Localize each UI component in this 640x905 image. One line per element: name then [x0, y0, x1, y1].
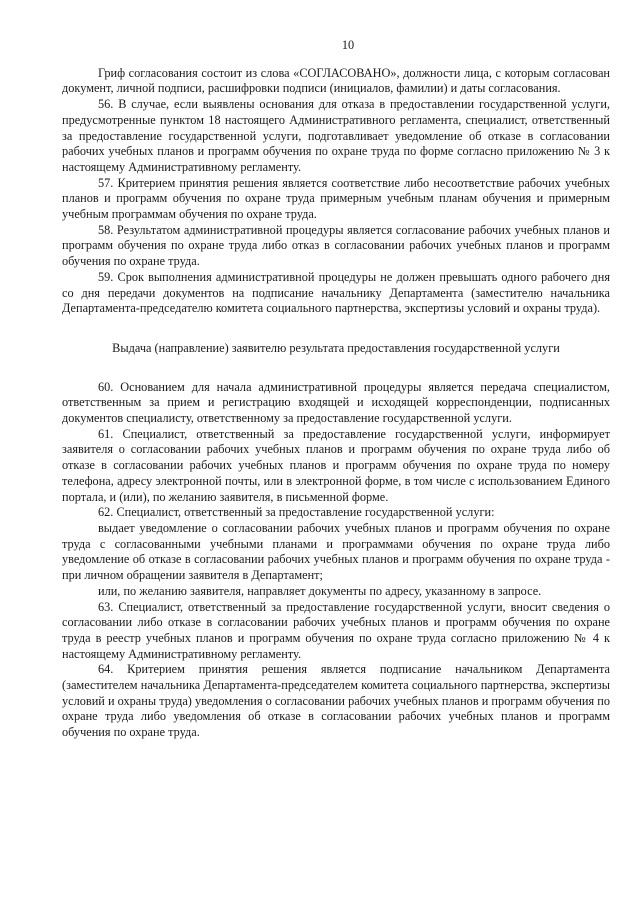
paragraph-64: 64. Критерием принятия решения является подписание начальником Департамента (заместителем начальника Департамента-председателем комитета социального партнерства, экспертизы условий и охраны труда) уведомления о согласовании рабочих учебных планов и программ обучения по охране труда либо уведомления об отказе в согласовании рабочих учебных планов и программ обучения по охране труда.: [62, 662, 610, 740]
paragraph-56: 56. В случае, если выявлены основания для отказа в предоставлении государственной услуги, предусмотренные пунктом 18 настоящего Административного регламента, специалист, ответственный за предоставление государственной услуги, подготавливает уведомление об отказе в согласовании рабочих учебных планов и программ обучения по охране труда по форме согласно приложению № 3 к настоящему Административному регламенту.: [62, 97, 610, 174]
paragraph-61: 61. Специалист, ответственный за предоставление государственной услуги, информирует заявителя о согласовании рабочих учебных планов и программ обучения по охране труда либо об отказе в согласовании рабочих учебных планов и программ обучения по охране труда по номеру телефона, адресу электронной почты, или в электронной форме, в том числе с использованием Единого портала, и (или), по желанию заявителя, в письменной форме.: [62, 426, 610, 504]
paragraph-58: 58. Результатом административной процедуры является согласование рабочих учебных планов и программ обучения по охране труда либо отказ в согласовании рабочих учебных планов и программ обучения по охране труда.: [62, 222, 610, 269]
page-number: 10: [341, 38, 355, 52]
paragraph-59: 59. Срок выполнения административной процедуры не должен превышать одного рабочего дня со дня передачи документов на подписание начальнику Департамента (заместителю начальника Департамента-председателю комитета социального партнерства, экспертизы условий и охраны труда).: [62, 269, 610, 316]
paragraph-62-item-send: или, по желанию заявителя, направляет документы по адресу, указанному в запросе.: [98, 583, 542, 598]
paragraphs-before: [62, 66, 610, 317]
paragraph-60: 60. Основанием для начала административной процедуры является передача специалистом, ответственным за прием и регистрацию входящей и исходящей корреспонденции, подписанных документов специалисту, ответственному за предоставление государственной услуги.: [62, 379, 610, 426]
section-heading: Выдача (направление) заявителю результата предоставления государственной услуги: [112, 340, 560, 355]
paragraphs-after: [62, 380, 610, 741]
paragraph-approval-stamp: Гриф согласования состоит из слова «СОГЛАСОВАНО», должности лица, с которым согласован документ, личной подписи, расшифровки подписи (инициалов, фамилии) и даты согласования.: [62, 65, 610, 96]
paragraph-63: 63. Специалист, ответственный за предоставление государственной услуги, вносит сведения о согласовании либо отказе в согласовании рабочих учебных планов и программ обучения по охране труда в реестр учебных планов и программ обучения по охране труда согласно приложению № 4 к настоящему Административному регламенту.: [62, 599, 610, 661]
paragraph-57: 57. Критерием принятия решения является соответствие либо несоответствие рабочих учебных планов и программ обучения по охране труда примерным учебным планам обучения и примерным учебным программам обучения по охране труда.: [62, 175, 610, 222]
paragraph-62-item-issue: выдает уведомление о согласовании рабочих учебных планов и программ обучения по охране труда с согласованными учебными планами и программами обучения по охране труда либо уведомление об отказе в согласовании рабочих учебных планов и программ обучения по охране труда - при личном обращении заявителя в Департамент;: [62, 520, 610, 583]
paragraph-62: 62. Специалист, ответственный за предоставление государственной услуги:: [98, 505, 495, 520]
